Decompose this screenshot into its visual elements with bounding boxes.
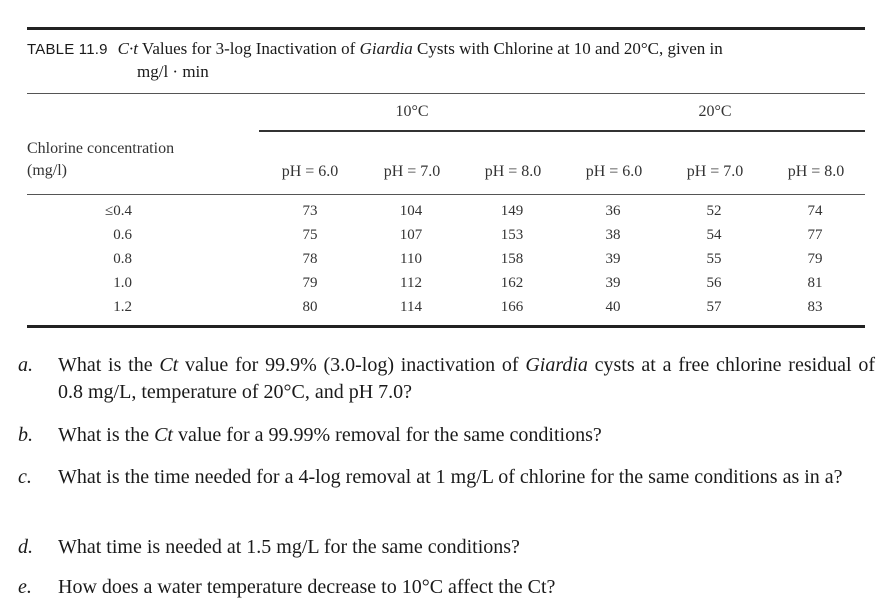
ct-cell: 39: [605, 251, 621, 267]
ct-cell: 166: [500, 299, 524, 315]
ct-cell: 83: [807, 299, 823, 315]
ct-cell: 153: [500, 227, 524, 243]
ct-cell: 55: [706, 251, 722, 267]
question-text: [58, 422, 875, 449]
question-letter: d.: [18, 536, 33, 558]
table-top-rule: [27, 27, 865, 30]
temperature-header-10c: 10°C: [395, 103, 429, 120]
table-row: [0, 251, 896, 275]
ct-cell: 73: [302, 203, 318, 219]
caption-text: [118, 39, 723, 58]
table-row: [0, 299, 896, 323]
ct-cell: 57: [706, 299, 722, 315]
temperature-rule: [259, 130, 865, 132]
question-text-part: Giardia: [525, 354, 588, 376]
ct-cell: 74: [807, 203, 823, 219]
header-rule: [27, 194, 865, 195]
concentration-cell: 0.6: [113, 227, 132, 243]
caption-ct: C·t: [117, 39, 138, 58]
table-label: TABLE 11.9: [27, 41, 108, 58]
ct-cell: 79: [302, 275, 318, 291]
temperature-header-20c: 20°C: [698, 103, 732, 120]
ct-cell: 36: [605, 203, 621, 219]
ph-header: pH = 7.0: [383, 163, 441, 180]
concentration-cell: 1.2: [113, 299, 132, 315]
question-letter: a.: [18, 354, 33, 376]
ph-header: pH = 8.0: [484, 163, 542, 180]
question-text: [58, 352, 875, 406]
caption-before: Values for 3-log Inactivation of: [141, 39, 356, 58]
ct-cell: 52: [706, 203, 722, 219]
ph-header: pH = 6.0: [281, 163, 339, 180]
caption-units: mg/l · min: [137, 62, 209, 81]
ph-header: pH = 7.0: [686, 163, 744, 180]
caption-after: Cysts with Chlorine at 10 and 20°C, given in: [417, 39, 723, 58]
table-row: [0, 275, 896, 299]
question-letter: b.: [18, 424, 33, 446]
ct-cell: 158: [500, 251, 524, 267]
caption-rule: [27, 93, 865, 94]
ct-cell: 75: [302, 227, 318, 243]
row-header-units: (mg/l): [27, 162, 67, 179]
ct-cell: 79: [807, 251, 823, 267]
concentration-cell: ≤0.4: [105, 203, 132, 219]
question-text: How does a water temperature decrease to 10°C affect the Ct?: [58, 576, 556, 598]
table-bottom-rule: [27, 325, 865, 328]
question-text-part: Ct: [159, 354, 179, 376]
table-row: [0, 203, 896, 227]
ct-cell: 104: [399, 203, 423, 219]
ct-cell: 77: [807, 227, 823, 243]
caption-species: Giardia: [359, 39, 413, 58]
table-caption: [27, 38, 847, 83]
ct-cell: 81: [807, 275, 823, 291]
question-text-part: Ct: [154, 424, 173, 446]
row-header-label: Chlorine concentration: [27, 140, 175, 157]
question-text-part: What is the: [58, 354, 160, 376]
ct-cell: 38: [605, 227, 621, 243]
question-text-part: value for a 99.99% removal for the same conditions?: [173, 424, 602, 446]
question-text: What time is needed at 1.5 mg/L for the same conditions?: [58, 536, 520, 558]
ct-cell: 80: [302, 299, 318, 315]
ct-cell: 149: [500, 203, 524, 219]
table-row: [0, 227, 896, 251]
question-letter: e.: [18, 576, 32, 598]
ct-cell: 39: [605, 275, 621, 291]
ct-cell: 110: [400, 251, 422, 267]
ct-cell: 78: [302, 251, 318, 267]
ct-cell: 107: [399, 227, 423, 243]
concentration-cell: 1.0: [113, 275, 132, 291]
question-letter: c.: [18, 466, 32, 488]
ct-cell: 112: [400, 275, 422, 291]
ct-cell: 56: [706, 275, 722, 291]
question-text: What is the time needed for a 4-log removal at 1 mg/L of chlorine for the same conditions as in a?: [58, 466, 843, 488]
ph-header: pH = 8.0: [787, 163, 845, 180]
concentration-cell: 0.8: [113, 251, 132, 267]
ct-cell: 54: [706, 227, 722, 243]
question-text-part: What is the: [58, 424, 155, 446]
ct-cell: 162: [500, 275, 524, 291]
ph-header: pH = 6.0: [585, 163, 643, 180]
question-text-part: cysts at a free chlorine residual of 0.8 mg/L, temperature of 20°C, and pH 7.0?: [58, 354, 875, 403]
ct-cell: 40: [605, 299, 621, 315]
ct-cell: 114: [400, 299, 422, 315]
question-text-part: value for 99.9% (3.0-log) inactivation of: [178, 354, 526, 376]
